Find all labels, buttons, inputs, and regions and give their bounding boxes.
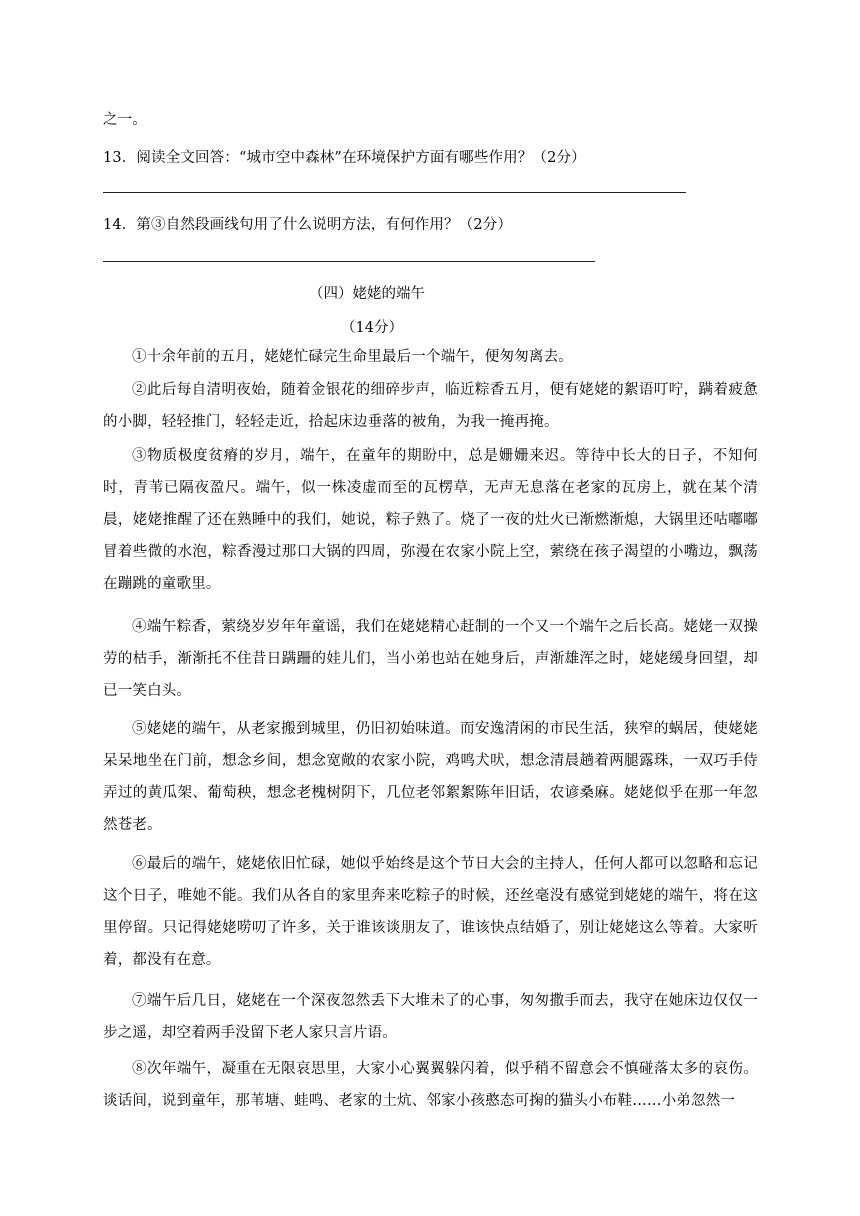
fragment-text: 之一。 [103,112,147,128]
question-14: 14．第③自然段画线句用了什么说明方法，有何作用？（2分） [103,217,513,233]
answer-line-13[interactable] [103,192,686,193]
paragraph-4: ④端午粽香，萦绕岁岁年年童谣，我们在姥姥精心赶制的一个又一个端午之后长高。姥姥一双操劳的枯手，渐渐托不住昔日蹒跚的娃儿们，当小弟也站在她身后，声渐雄浑之时，姥姥缓身回望，却已一笑白头。 [103,619,758,699]
paragraph-2: ②此后每自清明夜始，随着金银花的细碎步声，临近粽香五月，便有姥姥的絮语叮咛，蹒着疲惫的小脚，轻轻推门，轻轻走近，拾起床边垂落的被角，为我一掩再掩。 [103,382,758,430]
section-score: （14分） [341,320,403,336]
section-title: （四）姥姥的端午 [309,286,425,302]
question-13: 13．阅读全文回答：“城市空中森林”在环境保护方面有哪些作用？（2分） [103,150,586,166]
paragraph-5: ⑤姥姥的端午，从老家搬到城里，仍旧初始味道。而安逸清闲的市民生活，狭窄的蜗居，使姥姥呆呆地坐在门前，想念乡间，想念宽敞的农家小院，鸡鸣犬吠，想念清晨趟着两腿露珠，一双巧手侍弄过的黄瓜架、葡萄秧，想念老槐树阴下，几位老邻絮絮陈年旧话，农谚桑麻。姥姥似乎在那一年忽然苍老。 [103,721,758,833]
paragraph-6: ⑥最后的端午，姥姥依旧忙碌，她似乎始终是这个节日大会的主持人，任何人都可以忽略和忘记这个日子，唯她不能。我们从各自的家里奔来吃粽子的时候，还丝毫没有感觉到姥姥的端午，将在这里停留。只记得姥姥唠叨了许多，关于谁该谈朋友了，谁该快点结婚了，别让姥姥这么等着。大家听着，都没有在意。 [103,856,758,968]
paragraph-8: ⑧次年端午，凝重在无限哀思里，大家小心翼翼躲闪着，似乎稍不留意会不慎碰落太多的哀伤。谈话间，说到童年，那苇塘、蛙鸣、老家的土炕、邻家小孩憨态可掬的猫头小布鞋……小弟忽然一 [103,1061,758,1109]
paragraph-1: ①十余年前的五月，姥姥忙碌完生命里最后一个端午，便匆匆离去。 [132,349,573,365]
paragraph-7: ⑦端午后几日，姥姥在一个深夜忽然丢下大堆未了的心事，匆匆撒手而去，我守在她床边仅仅一步之遥，却空着两手没留下老人家只言片语。 [103,993,758,1041]
answer-line-14[interactable] [103,261,595,262]
paragraph-3: ③物质极度贫瘠的岁月，端午，在童年的期盼中，总是姗姗来迟。等待中长大的日子，不知何时，青苇已隔夜盈尺。端午，似一株凌虚而至的瓦楞草，无声无息落在老家的瓦房上，就在某个清晨，姥姥推醒了还在熟睡中的我们，她说，粽子熟了。烧了一夜的灶火已渐燃渐熄，大锅里还咕嘟嘟冒着些微的水泡，粽香漫过那口大锅的四周，弥漫在农家小院上空，萦绕在孩子渴望的小嘴边，飘荡在蹦跳的童歌里。 [103,448,758,592]
